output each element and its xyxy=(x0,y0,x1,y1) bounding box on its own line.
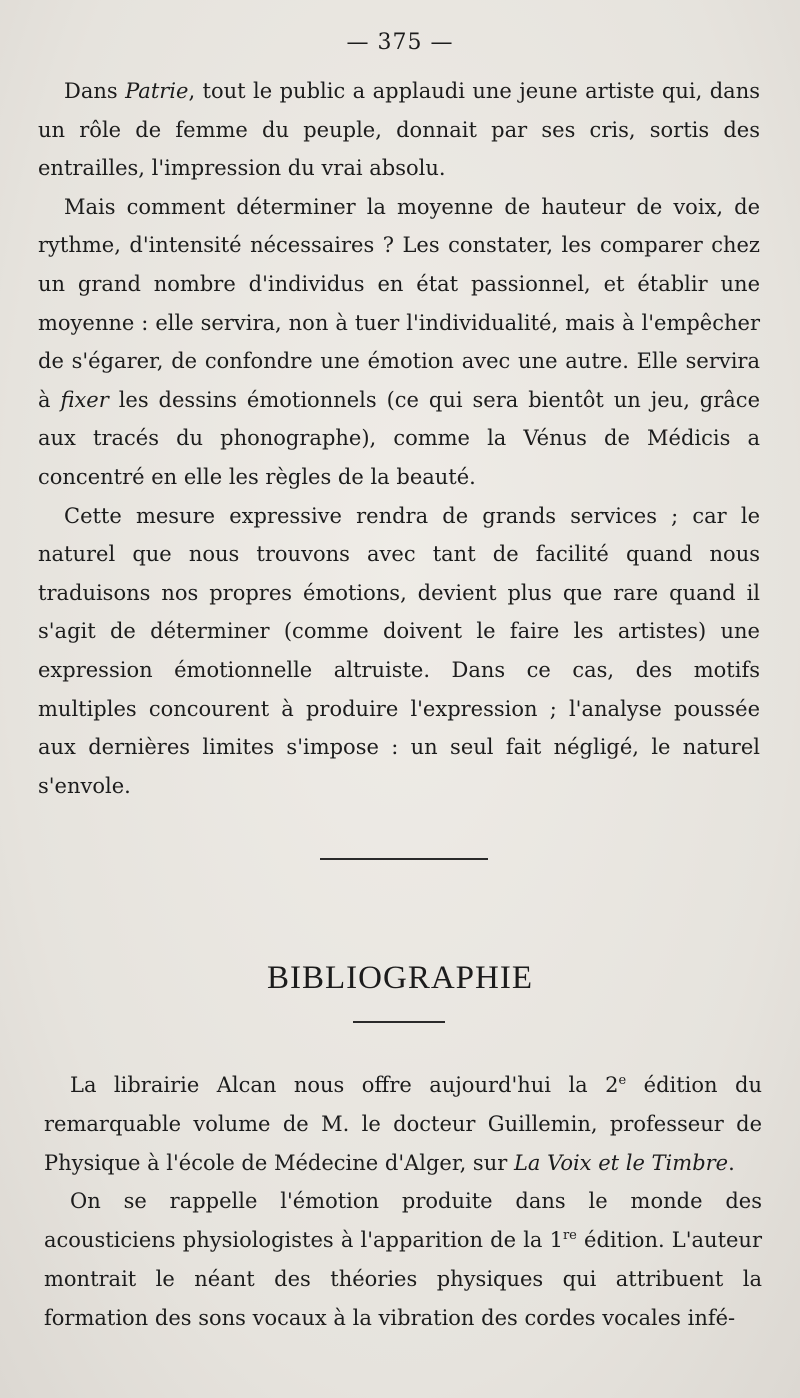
text-run: , tout le public a applaudi une jeune artiste qui, dans un rôle de femme du peuple, donnait par ses cris, sortis des entrailles, l'impression du vrai absolu. xyxy=(38,79,760,181)
text-run: Mais comment déterminer la moyenne de hauteur de voix, de rythme, d'intensité nécessaires ? Les constater, les comparer chez un grand nombre d'individus en état passionnel, et établir une moyenne : elle servira, non à tuer l'individualité, mais à l'empêcher de s'égarer, de confondre une émotion avec une autre. Elle servira à xyxy=(38,194,760,412)
section-divider xyxy=(320,858,488,860)
text-run: les dessins émotionnels (ce qui sera bientôt un jeu, grâce aux tracés du phonographe), comme la Vénus de Médicis a concentré en elle les règles de la beauté. xyxy=(38,387,760,489)
italic-title: Patrie xyxy=(125,79,189,103)
superscript: e xyxy=(618,1073,627,1088)
paragraph: Cette mesure expressive rendra de grands services ; car le naturel que nous trouvons avec tant de facilité quand nous traduisons nos propres émotions, devient plus que rare quand il s'agit de déterminer (comme doivent le faire les artistes) une expression émotionnelle altruiste. Dans ce cas, des motifs multiples concourent à produire l'expression ; l'analyse poussée aux dernières limites s'impose : un seul fait négligé, le naturel s'envole. xyxy=(38,503,760,798)
text-run: . xyxy=(728,1150,735,1175)
text-run: On se rappelle l'émotion produite dans le monde des acousticiens physiologistes à l'apparition de la 1 xyxy=(44,1189,762,1253)
superscript: re xyxy=(562,1228,577,1244)
paragraph xyxy=(38,72,760,188)
page-number: — 375 — xyxy=(346,30,454,55)
italic-book-title: La Voix et le Timbre xyxy=(513,1150,729,1175)
paragraph xyxy=(44,1182,762,1337)
section-heading: BIBLIOGRAPHIE xyxy=(267,960,533,996)
paragraph xyxy=(38,188,760,497)
bibliography-text-section xyxy=(44,1066,762,1338)
text-run: La librairie Alcan nous offre aujourd'hui la 2 xyxy=(70,1073,619,1097)
heading-underline xyxy=(353,1021,445,1023)
text-run: édition du remarquable volume de M. le docteur Guillemin, professeur de Physique à l'école de Médecine d'Alger, sur xyxy=(44,1073,762,1175)
body-text-section xyxy=(38,72,760,805)
text-run: Dans xyxy=(64,79,126,103)
text-run: édition. L'auteur montrait le néant des théories physiques qui attribuent la formation des sons vocaux à la vibration des cordes vocales infé- xyxy=(44,1228,762,1330)
italic-word: fixer xyxy=(60,387,109,412)
paragraph xyxy=(44,1066,762,1182)
